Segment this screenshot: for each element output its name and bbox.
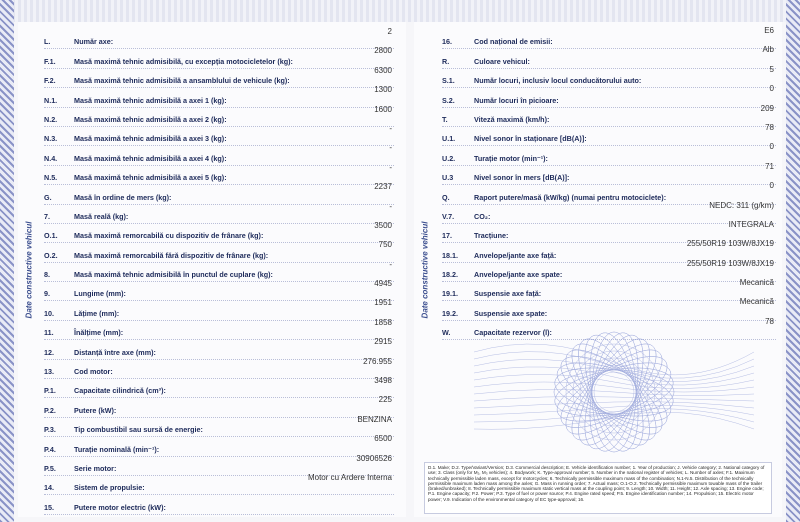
guilloche-rosette [474,322,754,462]
field-value: 255/50R19 103W/8JX19 [686,239,774,249]
field-code: S.2. [442,95,455,105]
field-label: CO₂: [474,211,491,221]
field-value: NEDC: 311 (g/km) [709,200,774,210]
right-border [786,0,800,522]
field-value: - [389,143,392,153]
field-code: 10. [44,308,54,318]
left-rows [44,27,394,515]
field-label: Suspensie axe față: [474,289,542,299]
field-label: Viteză maximă (km/h): [474,114,550,124]
field-row [442,258,776,282]
field-row [442,161,776,185]
left-side-label: Date constructive vehicul [24,221,34,318]
field-row [44,182,394,204]
field-row [442,103,776,127]
field-row [44,201,394,224]
field-label: Masă maximă tehnic admisibilă a axei 1 (kg): [74,95,227,105]
field-label: Masă maximă tehnic admisibilă a axei 2 (kg): [74,114,227,124]
field-value: 2915 [374,337,392,347]
field-row [44,123,394,146]
left-page [18,22,406,517]
field-code: 15. [44,502,54,512]
field-value: Alb [762,45,774,55]
field-label: Sistem de propulsie: [74,483,145,493]
field-label: Nivel sonor în mers [dB(A)]: [474,173,570,183]
field-label: Anvelope/jante axe spate: [474,270,563,280]
field-label: Masă maximă tehnic admisibilă, cu excepția motocicletelor (kg): [74,56,293,66]
field-code: P.5. [44,463,56,473]
field-row [44,27,394,49]
field-row [44,495,394,514]
field-row [442,200,776,224]
field-label: Putere (kW): [74,405,117,415]
field-value: 71 [765,161,774,171]
field-value: - [389,162,392,172]
field-value: 1300 [374,85,392,95]
field-value: 0 [769,181,774,191]
field-value: Motor cu Ardere Interna [307,472,392,482]
field-value: 1951 [374,298,392,308]
field-label: Tracțiune: [474,231,509,241]
field-label: Masă maximă remorcabilă fără dispozitiv de frânare (kg): [74,250,269,260]
field-row [442,26,776,49]
field-code: P.1. [44,386,56,396]
field-value: 4945 [374,279,392,289]
field-row [442,84,776,107]
field-code: V.7. [442,211,455,221]
field-label: Turație motor (min⁻¹): [474,153,548,163]
legend-text: D.1. Make; D.2. Type/Variant/Version; D.3. Commercial description; E. Vehicle identification number; 1. Year of production; J. Vehicle category; 2. National category of use; 3. Class (only for M₂, M₃ vehicles); 4. Bodywork; K. Type-approval number; 5. Number in the national register of vehicles; L. Number of axles; F.1. Maximum technically permissible laden mass, except for motorcycles; 6. Technically permissible maximum mass of the combination; N.1-N.5. Distribution of the technically permissible maximum laden mass among the axles; G. Mass in running order; 7. Actual mass; O.1-O.2. Technically permissible maximum towable mass of the trailer (braked/unbraked); 8. Technically permissible maximum static vertical mass at the coupling point; 9. Length; 10. Width; 11. Height; 12. Axle spacing; 13. Engine code; P.1. Engine capacity; P.2. Power; P.3. Type of fuel or power source; P.4. Engine rated speed; P.5. Engine identification number; 14. Propulsion; 15. Electric motor power; V.9. Indication of the environmental category of EC type-approval; 16. [428,465,765,502]
field-label: Înălțime (mm): [74,328,124,338]
field-row [44,259,394,282]
field-value: 6300 [374,65,392,75]
field-row [44,356,394,379]
field-label: Tip combustibil sau sursă de energie: [74,425,203,435]
field-code: U.3 [442,173,454,183]
field-code: 7. [44,211,50,221]
field-label: Masă maximă tehnic admisibilă a axei 4 (kg): [74,153,227,163]
field-value: - [389,123,392,133]
field-code: 12. [44,347,54,357]
field-value: 78 [765,122,774,132]
field-code: 16. [442,37,452,47]
field-row [44,414,394,437]
field-value: 276.955 [363,356,392,366]
field-value: 1858 [374,317,392,327]
field-value: BENZINA [357,414,392,424]
field-code: 11. [44,328,54,338]
field-row [442,45,776,68]
field-code: 14. [44,483,54,493]
field-value: 255/50R19 103W/8JX19 [686,258,774,268]
right-page [414,22,782,517]
field-row [442,64,776,88]
field-row [44,104,394,127]
top-band [0,0,800,22]
field-code: L. [44,37,51,47]
field-code: R. [442,56,450,66]
field-row [44,240,394,262]
field-row [44,220,394,243]
field-code: F.1. [44,56,56,66]
field-value: 209 [760,103,774,113]
field-value: 3500 [374,220,392,230]
field-label: Suspensie axe spate: [474,308,548,318]
field-label: Masă în ordine de mers (kg): [74,192,172,202]
field-label: Lățime (mm): [74,308,120,318]
field-value: INTEGRALA [728,219,774,229]
field-code: N.4. [44,153,58,163]
field-code: 13. [44,367,54,377]
field-row [44,65,394,88]
legend-box [424,462,772,514]
field-value: 2 [387,27,392,36]
field-label: Capacitate cilindrică (cm³): [74,386,166,396]
field-label: Masă maximă remorcabilă cu dispozitiv de frânare (kg): [74,231,264,241]
field-code: 19.2. [442,308,458,318]
field-code: T. [442,114,448,124]
field-code: U.2. [442,153,456,163]
field-label: Culoare vehicul: [474,56,530,66]
field-code: O.2. [44,250,58,260]
field-row [442,142,776,165]
field-code: Q. [442,192,450,202]
field-label: Cod național de emisii: [474,37,553,47]
left-border [0,0,14,522]
field-row [44,337,394,359]
field-label: Distanță între axe (mm): [74,347,156,357]
field-row [44,279,394,301]
field-label: Număr locuri în picioare: [474,95,559,105]
field-row [442,122,776,146]
field-value: E6 [764,26,774,35]
field-label: Turație nominală (min⁻¹): [74,444,160,454]
field-label: Putere motor electric (kW): [74,502,166,512]
field-code: N.3. [44,134,58,144]
field-label: Serie motor: [74,463,117,473]
field-value: 2800 [374,46,392,56]
field-value: 1600 [374,104,392,114]
field-code: 18.2. [442,270,458,280]
field-code: O.1. [44,231,58,241]
field-label: Raport putere/masă (kW/kg) (numai pentru motociclete): [474,192,667,202]
field-code: W. [442,328,451,338]
field-value: - [389,259,392,269]
field-code: P.4. [44,444,56,454]
field-code: P.2. [44,405,56,415]
field-value: 225 [378,395,392,405]
field-label: Nivel sonor în staționare [dB(A)]: [474,134,587,144]
field-code: F.2. [44,76,56,86]
field-code: G. [44,192,52,202]
field-row [442,278,776,301]
right-side-label: Date constructive vehicul [420,221,430,318]
field-row [44,376,394,398]
field-label: Masă maximă tehnic admisibilă în punctul de cuplare (kg): [74,270,273,280]
field-value: 6500 [374,434,392,444]
field-code: 17. [442,231,452,241]
field-label: Număr locuri, inclusiv locul conducătorului auto: [474,76,642,86]
field-code: 8. [44,270,50,280]
field-value: 0 [769,142,774,152]
field-value: - [389,201,392,211]
right-rows [442,26,776,340]
field-row [44,46,394,68]
field-row [44,298,394,320]
field-value: 750 [378,240,392,250]
field-value: Mecanică [739,297,774,307]
field-row [44,472,394,495]
field-row [44,85,394,107]
field-label: Masă reală (kg): [74,211,129,221]
field-label: Lungime (mm): [74,289,126,299]
field-code: S.1. [442,76,455,86]
field-code: 19.1. [442,289,458,299]
field-label: Masă maximă tehnic admisibilă a axei 3 (kg): [74,134,227,144]
field-row [44,395,394,417]
field-row [44,317,394,340]
field-row [442,297,776,320]
field-row [44,434,394,456]
field-label: Anvelope/jante axe față: [474,250,557,260]
field-code: N.1. [44,95,58,105]
field-row [44,162,394,185]
field-code: U.1. [442,134,456,144]
field-row [44,143,394,165]
field-value: 30906526 [356,453,392,463]
field-value: 2237 [374,182,392,192]
field-code: N.5. [44,173,58,183]
field-value: 5 [769,64,774,74]
field-label: Cod motor: [74,367,113,377]
field-label: Capacitate rezervor (l): [474,328,552,338]
field-code: 9. [44,289,50,299]
field-code: 18.1. [442,250,458,260]
field-value: 3498 [374,376,392,386]
field-code: P.3. [44,425,56,435]
field-code: N.2. [44,114,58,124]
field-label: Număr axe: [74,37,114,47]
field-value: Mecanică [739,278,774,288]
field-label: Masă maximă tehnic admisibilă a ansamblului de vehicule (kg): [74,76,290,86]
field-label: Masă maximă tehnic admisibilă a axei 5 (kg): [74,173,227,183]
field-value: 78 [765,316,774,326]
field-value: 0 [769,84,774,94]
